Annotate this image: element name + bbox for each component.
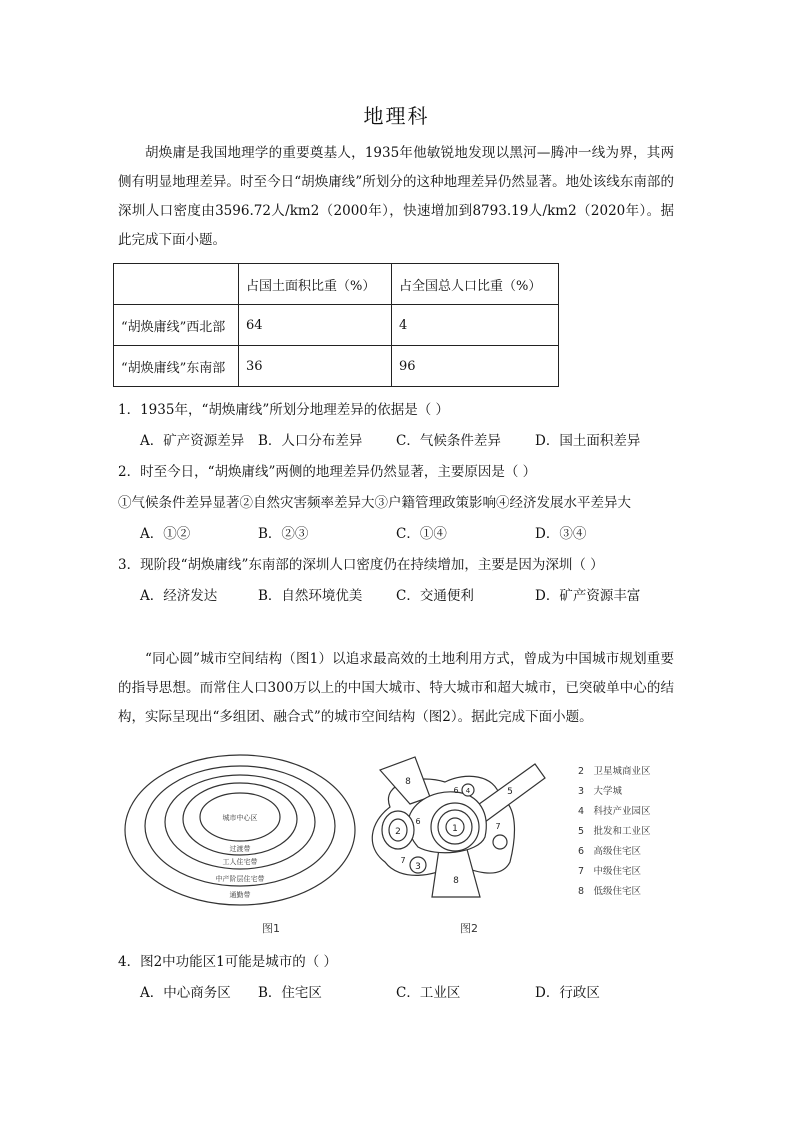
option-d[interactable]: D．③④ (535, 526, 587, 542)
option-a[interactable]: A．中心商务区 (140, 985, 231, 1001)
option-c[interactable]: C．①④ (396, 526, 447, 542)
question-2-substem: ①气候条件差异显著②自然灾害频率差异大③户籍管理政策影响④经济发展水平差异大 (118, 495, 631, 511)
zone-label-3: 3 (415, 862, 421, 872)
zone-label-2: 2 (395, 827, 401, 837)
data-table (113, 263, 559, 387)
option-c[interactable]: C．工业区 (396, 985, 461, 1001)
option-d[interactable]: D．国土面积差异 (535, 433, 641, 449)
figure-2-caption: 图2 (460, 922, 478, 935)
figure-2-multi-cluster (360, 752, 560, 902)
option-d[interactable]: D．行政区 (535, 985, 600, 1001)
option-c[interactable]: C．气候条件差异 (396, 433, 501, 449)
option-b[interactable]: B．人口分布差异 (258, 433, 363, 449)
table-cell: 64 (239, 305, 392, 346)
legend-item: 7 中级住宅区 (578, 866, 642, 877)
option-d[interactable]: D．矿产资源丰富 (535, 588, 641, 604)
option-b[interactable]: B．②③ (258, 526, 309, 542)
option-a[interactable]: A．①② (140, 526, 191, 542)
figure-2-legend (578, 762, 651, 902)
table-row (114, 305, 559, 346)
zone-4-right (493, 835, 507, 849)
question-2-stem: 2．时至今日，“胡焕庸线”两侧的地理差异仍然显著，主要原因是（ ） (118, 464, 537, 480)
zone-label-6-left: 6 (415, 817, 421, 826)
zone-label-core: 城市中心区 (222, 814, 258, 822)
table-row (114, 346, 559, 387)
legend-item: 6 高级住宅区 (578, 846, 642, 857)
passage-2: “同心圆”城市空间结构（图1）以追求最高效的土地利用方式，曾成为中国城市规划重要的指导思想。而常住人口300万以上的中国大城市、特大城市和超大城市，已突破单中心的结构，实际呈现出“多组团、融合式”的城市空间结构（图2）。据此完成下面小题。 (118, 651, 674, 725)
legend-item: 2 卫星城商业区 (578, 766, 651, 777)
zone-label-7-left: 7 (400, 856, 406, 865)
page-title: 地理科 (363, 104, 430, 128)
zone-label-7-right: 7 (495, 822, 501, 831)
table-cell: “胡焕庸线”东南部 (114, 346, 239, 387)
table-header-cell: 占国土面积比重（%） (239, 264, 392, 305)
legend-item: 4 科技产业园区 (578, 806, 651, 817)
zone-label-6-top: 6 (453, 786, 459, 795)
question-4-stem: 4．图2中功能区1可能是城市的（ ） (118, 954, 338, 970)
zone-label-middle-class: 中产阶层住宅带 (215, 875, 265, 883)
option-a[interactable]: A．经济发达 (140, 588, 218, 604)
option-b[interactable]: B．住宅区 (258, 985, 322, 1001)
figure-1-concentric-zones (120, 750, 360, 910)
table-header-cell (114, 264, 239, 305)
question-1-stem: 1．1935年，“胡焕庸线”所划分地理差异的依据是（ ） (118, 402, 450, 418)
option-b[interactable]: B．自然环境优美 (258, 588, 363, 604)
zone-label-commuter: 通勤带 (229, 891, 251, 899)
question-3-stem: 3．现阶段“胡焕庸线”东南部的深圳人口密度仍在持续增加，主要是因为深圳（ ） (118, 557, 604, 573)
legend-item: 8 低级住宅区 (578, 886, 642, 897)
zone-label-transition: 过渡带 (229, 845, 251, 853)
zone-label-1: 1 (452, 824, 458, 834)
legend-item: 5 批发和工业区 (578, 826, 651, 837)
zone-label-5: 5 (507, 787, 513, 797)
table-cell: 4 (392, 305, 559, 346)
table-cell: “胡焕庸线”西北部 (114, 305, 239, 346)
figure-1-caption: 图1 (262, 922, 280, 935)
passage-1: 胡焕庸是我国地理学的重要奠基人，1935年他敏锐地发现以黑河—腾冲一线为界，其两侧有明显地理差异。时至今日“胡焕庸线”所划分的这种地理差异仍然显著。地处该线东南部的深圳人口密度由3596.72人/km2（2000年），快速增加到8793.19人/km2（2020年）。据此完成下面小题。 (118, 145, 674, 248)
table-header-cell: 占全国总人口比重（%） (392, 264, 559, 305)
zone-label-worker: 工人住宅带 (222, 858, 258, 866)
table-cell: 96 (392, 346, 559, 387)
table-header-row (114, 264, 559, 305)
zone-label-4: 4 (465, 787, 471, 795)
zone-label-8-bottom: 8 (453, 876, 459, 886)
table-cell: 36 (239, 346, 392, 387)
ring-middle-class (145, 766, 335, 886)
legend-item: 3 大学城 (578, 786, 623, 797)
zone-label-8-top: 8 (405, 777, 411, 787)
option-a[interactable]: A．矿产资源差异 (140, 433, 245, 449)
option-c[interactable]: C．交通便利 (396, 588, 474, 604)
